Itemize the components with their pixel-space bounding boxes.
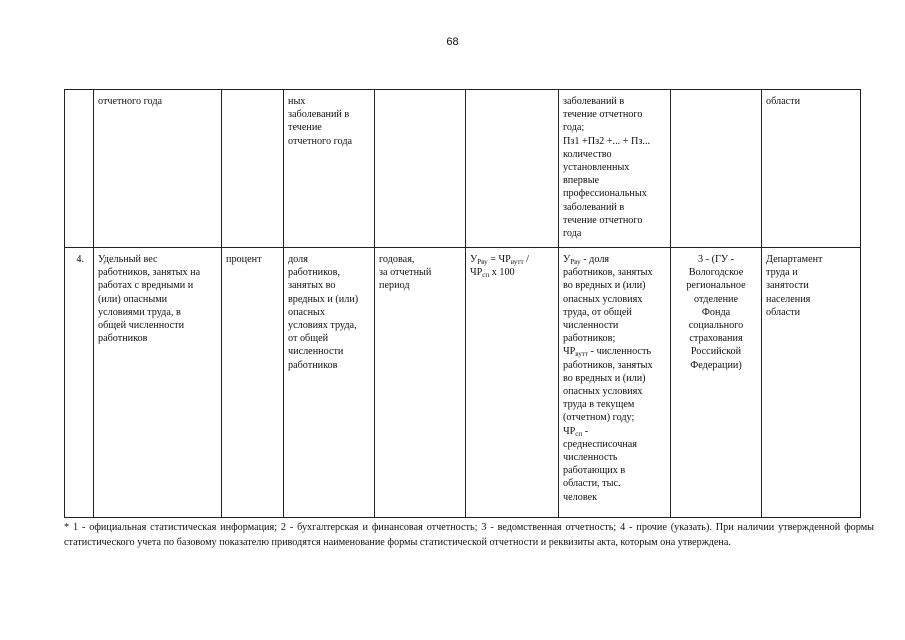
text-line: труда в текущем bbox=[563, 399, 635, 411]
text-line: заболеваний в bbox=[563, 96, 625, 107]
text-line: работах с вредными и bbox=[98, 280, 194, 292]
text-line: занятых во bbox=[288, 280, 336, 292]
formula-text: - численность bbox=[587, 346, 652, 358]
text-line: работников bbox=[288, 359, 338, 371]
text-line: профессиональных bbox=[563, 188, 647, 200]
table-row bbox=[65, 248, 861, 518]
text-line bbox=[563, 345, 666, 358]
text-line: опасных условиях bbox=[563, 293, 643, 305]
formula-symbol: ЧР bbox=[563, 425, 576, 437]
row-number: 4. bbox=[65, 248, 94, 518]
row1-formula-cell bbox=[466, 90, 559, 248]
formula-line-2 bbox=[470, 266, 554, 279]
text-line: области, тыс. bbox=[563, 478, 621, 490]
formula-text: - доля bbox=[580, 254, 610, 265]
responsible-cell bbox=[762, 248, 861, 518]
text-line: численности bbox=[288, 346, 344, 358]
row1-source-cell bbox=[671, 90, 762, 248]
text-line: доля bbox=[288, 254, 308, 265]
text-line: Российской bbox=[690, 346, 742, 358]
text-line: во вредных и (или) bbox=[563, 372, 646, 384]
explanation-cell bbox=[559, 248, 671, 518]
text-line: труда, от общей bbox=[563, 306, 632, 318]
text-line: течение отчетного bbox=[563, 214, 643, 226]
text-line: впервые bbox=[563, 175, 600, 187]
footnote: * 1 - официальная статистическая информация; 2 - бухгалтерская и финансовая отчетность; 3 - ведомственная отчетность; 4 - прочие (указать). При наличии утвержденной формы статистического учета по базовому показателю приводятся наименование формы статистической отчетности и реквизиты акта, которым она утверждена. bbox=[64, 522, 874, 548]
text-line: (отчетном) году; bbox=[563, 412, 635, 424]
text-line: работников, занятых bbox=[563, 267, 653, 279]
text-line: условиями труда, в bbox=[98, 306, 181, 318]
text-line: Вологодское bbox=[688, 267, 744, 279]
formula-text: / bbox=[523, 254, 529, 265]
row1-period-cell bbox=[375, 90, 466, 248]
row1-number-cell bbox=[65, 90, 94, 248]
text-line: человек bbox=[563, 491, 598, 503]
formula-subscript: вутт bbox=[510, 258, 524, 266]
indicator-name-cell bbox=[94, 248, 222, 518]
period-cell bbox=[375, 248, 466, 518]
text-line: отчетного года bbox=[288, 135, 353, 147]
text-line: за отчетный bbox=[379, 267, 432, 279]
text-line: области bbox=[766, 306, 801, 318]
text-line: работников, занятых bbox=[563, 359, 653, 371]
row1-name-cell: отчетного года bbox=[94, 90, 222, 248]
formula-subscript: сп bbox=[482, 271, 490, 280]
text-line: во вредных и (или) bbox=[563, 280, 646, 292]
text-line: Департамент bbox=[766, 254, 823, 265]
text-line: опасных bbox=[288, 306, 325, 318]
formula-text: - bbox=[582, 425, 589, 437]
text-line: 3 - (ГУ - bbox=[697, 254, 734, 265]
formula-symbol: ЧР bbox=[563, 346, 576, 358]
text-line: Пз1 +Пз2 +... + Пз... bbox=[563, 135, 651, 147]
definition-cell bbox=[284, 248, 375, 518]
formula-cell bbox=[466, 248, 559, 518]
text-line: работников, bbox=[288, 267, 340, 279]
unit-cell: процент bbox=[222, 248, 284, 518]
text-line: количество bbox=[563, 148, 612, 160]
text-line bbox=[563, 425, 666, 438]
text-line: года; bbox=[563, 122, 585, 134]
text-line: установленных bbox=[563, 162, 630, 174]
formula-symbol: У bbox=[563, 254, 571, 265]
formula-symbol: У bbox=[470, 254, 478, 265]
text-line: численность bbox=[563, 452, 618, 464]
formula-subscript: Рву bbox=[570, 258, 581, 266]
formula-text: = ЧР bbox=[487, 254, 511, 265]
text-line: вредных и (или) bbox=[288, 293, 359, 305]
text-line: (или) опасными bbox=[98, 293, 168, 305]
text-line: условиях труда, bbox=[288, 320, 357, 332]
text-line: отделение bbox=[693, 293, 738, 305]
formula-line-1 bbox=[470, 253, 554, 266]
text-line: период bbox=[379, 280, 410, 292]
row1-definition-cell bbox=[284, 90, 375, 248]
table-row bbox=[65, 90, 861, 248]
text-line: Федерации) bbox=[690, 359, 742, 371]
indicators-table bbox=[64, 89, 861, 518]
page-number: 68 bbox=[446, 36, 459, 48]
text-line: Удельный вес bbox=[98, 254, 158, 265]
text-line: Фонда bbox=[701, 306, 731, 318]
row1-responsible-cell: области bbox=[762, 90, 861, 248]
text-line: года bbox=[563, 228, 582, 240]
text-line: среднесписочная bbox=[563, 438, 637, 450]
formula-subscript: сп bbox=[575, 429, 583, 438]
text-line: численности bbox=[563, 320, 619, 332]
source-cell bbox=[671, 248, 762, 518]
text-line: ных bbox=[288, 96, 306, 107]
text-line: течение отчетного bbox=[563, 109, 643, 121]
text-line: страхования bbox=[689, 333, 743, 345]
text-line bbox=[563, 253, 666, 266]
text-line: заболеваний в bbox=[563, 201, 625, 213]
text-line: работающих в bbox=[563, 465, 626, 477]
row1-explanation-cell bbox=[559, 90, 671, 248]
text-line: течение bbox=[288, 122, 322, 134]
text-line: социального bbox=[688, 320, 744, 332]
text-line: от общей bbox=[288, 333, 329, 345]
text-line: опасных условиях bbox=[563, 386, 643, 398]
text-line: работников; bbox=[563, 333, 616, 345]
text-line: населения bbox=[766, 293, 811, 305]
text-line: работников, занятых на bbox=[98, 267, 201, 279]
formula-text: х 100 bbox=[489, 267, 515, 279]
formula-subscript: вутт bbox=[575, 350, 588, 359]
text-line: региональное bbox=[686, 280, 746, 292]
text-line: общей численности bbox=[98, 320, 185, 332]
text-line: работников bbox=[98, 333, 148, 345]
text-line: заболеваний в bbox=[288, 109, 350, 121]
text-line: годовая, bbox=[379, 254, 415, 265]
row1-unit-cell bbox=[222, 90, 284, 248]
formula-symbol: ЧР bbox=[470, 267, 483, 279]
formula-subscript: Рву bbox=[477, 258, 488, 266]
text-line: труда и bbox=[766, 267, 798, 279]
text-line: занятости bbox=[766, 280, 809, 292]
